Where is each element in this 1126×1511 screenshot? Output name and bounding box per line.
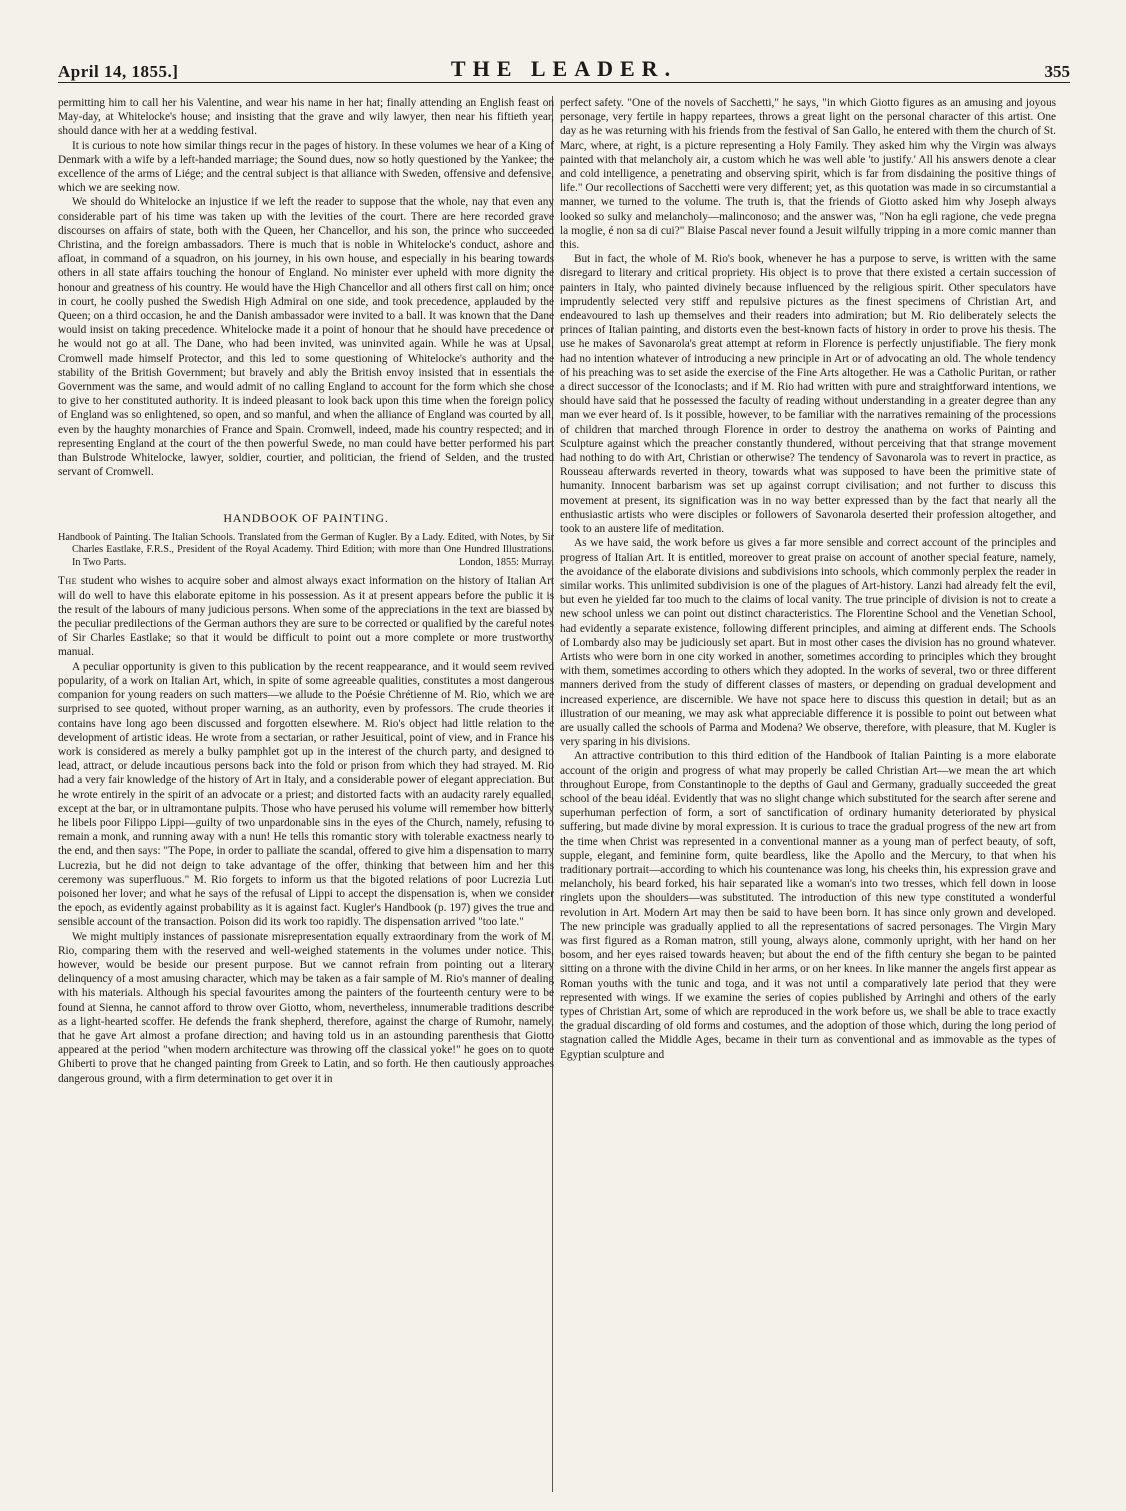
- review-paragraph: We might multiply instances of passionate misrepresentation equally extraordinary from the work of M. Rio, comparing them with the reserved and well-weighed statements in the volumes under notice. This, however, would be beside our present purpose. But we cannot refrain from pointing out a literary delinquency of a most amusing character, which may be taken as a fair sample of M. Rio's manner of dealing with his materials. Although his special favourites among the painters of the fourteenth century were to be found at Sienna, he cannot afford to throw over Giotto, whom, nevertheless, innumerable traditions describe as a light-hearted scoffer. He defends the frank shepherd, therefore, against the charge of Rumohr, namely, that he gave Art almost a profane direction; and having told us in an astounding parenthesis that Giotto appeared at the period "when modern architecture was throwing off the classical yoke!" he goes on to quote Ghiberti to prove that he changed painting from Greek to Latin, and so forth. He then cautiously approaches dangerous ground, with a firm determination to get over it in: [58, 930, 554, 1085]
- review-paragraph: But in fact, the whole of M. Rio's book, whenever he has a purpose to serve, is written with the same disregard to literary and critical propriety. His object is to prove that there existed a certain succession of painters in Italy, who painted divinely because influenced by the religious spirit. Other speculators have imprudently selected very stiff and repulsive pictures as the finest specimens of Christian Art, and endeavoured to lash up themselves and their readers into admiration; but M. Rio deliberately selects the princes of Italian painting, and distorts even the best-known facts of history in order to prove his thesis. The use he makes of Savonarola's great attempt at reform in Florence is perfectly unjustifiable. The fiery monk had no intention whatever of introducing a new principle in Art or of advocating an old. The whole tendency of his preaching was to set aside the exercise of the Fine Arts altogether. He was a Catholic Puritan, or rather a direct successor of the Iconoclasts; and if M. Rio had written with pure and straightforward intentions, we should have said that he possessed the faculty of reading without understanding in a greater degree than any man we ever heard of. Is it possible, however, to be familiar with the narratives remaining of the processions of children that marched through Florence in order to destroy the anathema on works of Painting and Sculpture against which the preacher constantly thundered, without perceiving that that strange movement had nothing to do with Art, Christian or otherwise? The tendency of Savonarola was to revert in practice, as Rousseau afterwards reverted in theory, towards what was supposed to have been the primitive state of humanity. Innocent barbarism was set up against corrupt civilisation; and not further to discuss this movement at present, its signification was in no way better expressed than by the fact that nearly all the enthusiastic artists who were disciples or followers of Savonarola deserted their profession altogether, and took to an austere life of meditation.: [560, 253, 1056, 536]
- section-heading: HANDBOOK OF PAINTING.: [223, 511, 389, 526]
- book-citation-text: Handbook of Painting. The Italian Schools. Translated from the German of Kugler. By a Lady. Edited, with Notes, by Sir Charles Eastlake, F.R.S., President of the Royal Academy. Third Edition; with more than One Hundred Illustrations. In Two Parts.: [58, 531, 554, 568]
- review-paragraph: [58, 574, 554, 659]
- review-lead-text: student who wishes to acquire sober and almost always exact information on the history of Italian Art will do well to have this elaborate epitome in his possession. As it at present appears before the public it is the result of the labours of many judicious persons. When some of the appreciations in the text are biassed by the peculiar predilections of the German authors they are sure to be corrected or qualified by the careful notes of Sir Charles Eastlake; so that it would be difficult to point out a more complete or more trustworthy manual.: [58, 575, 554, 659]
- right-column: [560, 96, 1056, 1492]
- article-paragraph: It is curious to note how similar things recur in the pages of history. In these volumes we hear of a King of Denmark with a wife by a left-handed marriage; the Sound dues, now so hotly questioned by the Yankee; the excellence of the arms of Liége; and the central subject is that alliance with Sweden, offensive and defensive, which we are seeking now.: [58, 139, 554, 195]
- review-lead-word: The: [58, 575, 78, 588]
- article-paragraph: We should do Whitelocke an injustice if we left the reader to suppose that the whole, nay that even any considerable part of his time was taken up with the levities of the court. There are here recorded grave discourses on affairs of state, both with the Queen, her Chancellor, and his son, the prince who succeeded Christina, and the foreign ambassadors. There is much that is noble in Whitelocke's conduct, ashore and afloat, in command of a squadron, on his journey, in his own house, and especially in his bearing towards others in all state affairs touching the honour of England. No minister ever upheld with more dignity the honour and greatness of his country. He would have the High Chancellor and all others first call on him; once in court, he coolly pushed the Swedish High Admiral on one side, and took precedence, applauded by the Queen; on a third occasion, he and the Danish ambassador were invited to a ball. It was known that the Dane would insist on taking precedence. Whitelocke made it a point of honour that he should have precedence or he would not go at all. The Dane, who had been invited, was uninvited again. While he was at Upsal, Cromwell made himself Protector, and this led to some questioning of Whitelocke's authority and the stability of the British Government; but bravely and ably the British envoy insisted that in essentials the Government was the same, and would admit of no calling England to account for the form which she chose to give to her constituted authority. It is indeed pleasant to look back upon this time when the foreign policy of England was so enlightened, so open, and so manful, and when the alliance of England was courted by all, even by the haughty monarchies of France and Spain. Cromwell, indeed, made his country respected; and in representing England at the court of the then powerful Swede, no man could have better performed his part than Bulstrode Whitelocke, lawyer, soldier, courtier, and politician, the friend of Selden, and the trusted servant of Cromwell.: [58, 196, 554, 479]
- book-citation: [58, 532, 554, 570]
- review-paragraph: As we have said, the work before us gives a far more sensible and correct account of the principles and progress of Italian Art. It is entitled, moreover to great praise on account of another special feature, namely, the avoidance of the elaborate divisions and subdivisions into schools, which commonly perplex the reader in similar works. This unlimited subdivision is one of the plagues of Art-history. Lanzi had already felt the evil, but even he yielded far too much to the claims of local vanity. The true principle of division is not to create a new school unless we can point out distinct characteristics. The Florentine School and the Venetian School, had evidently a separate existence, following different principles, and aiming at different ends. The Schools of Lombardy also may be judiciously set apart. But in most other cases the division has no ground whatever. Artists who were born in one city worked in another, sometimes according to principles which they brought with them, sometimes according to others which they adopted. In the works of several, two or three different manners derived from the study of different classes of masters, or depending on gradual development and increased experience, are discernible. We have not space here to discuss this question in detail; but as an illustration of our meaning, we may ask what appreciable difference it is possible to point out between what are usually called the schools of Parma and Modena? We observe, therefore, with pleasure, that M. Kugler is very sparing in his divisions.: [560, 537, 1056, 749]
- left-column: [58, 96, 554, 1492]
- publication-title: THE LEADER.: [450, 56, 678, 81]
- review-paragraph: An attractive contribution to this third edition of the Handbook of Italian Painting is a more elaborate account of the origin and progress of what may properly be called Christian Art—we mean the art which throughout Europe, from Constantinople to the depths of Gaul and Germany, gradually succeeded the great school of the beau idéal. Evidently that was no slight change which substituted for the search after serene and superhuman perfection of form, a sort of sanctification of ordinary humanity deteriorated by physical suffering, but made divine by moral expression. It is curious to trace the gradual progress of the new art from the time when Christ was represented in a conventional manner as a young man of perfect beauty, of soft, supple, elegant, and feminine form, quite beardless, like the Apollo and the Mercury, to that when his traditionary portrait—according to which his countenance was long, his cheeks thin, his expression grave and melancholy, his beard forked, his hair separated like a woman's into two tresses, which fell down in loose ringlets upon the shoulders—was substituted. The introduction of this new type constituted a wonderful revolution in Art. Modern Art may then be said to have been born. It has since only grown and developed. The new principle was gradually applied to all the representations of sacred personages. The Virgin Mary was first figured as a Roman matron, still young, always alone, commonly upright, with her hand on her bosom, and her eyes raised towards heaven; but about the end of the fifth century she began to be painted sitting on a throne with the divine Child in her arms, or on her knees. In like manner the angels first appear as Roman youths with the tunic and toga, and it was not until a comparatively late period that they were represented with wings. If we examine the series of copies published by Arringhi and others of the early types of Christian Art, some of which are reproduced in the work before us, we shall be able to trace exactly the gradual discarding of old forms and costumes, and the adoption of those which, during the long period of stagnation called the Middle Ages, became in their turn as conventional and as immovable as the types of Egyptian sculpture and: [560, 750, 1056, 1061]
- article-paragraph: permitting him to call her his Valentine, and wear his name in her hat; finally attending an English feast on May-day, at Whitelocke's house; and insisting that the grave and wily lawyer, then near his fiftieth year, should dance with her at a wedding festival.: [58, 97, 554, 138]
- masthead: [58, 56, 1070, 83]
- page-number: 355: [1044, 62, 1070, 81]
- issue-date: April 14, 1855.]: [58, 62, 179, 81]
- book-imprint: London, 1855: Murray.: [459, 556, 554, 568]
- review-paragraph: perfect safety. "One of the novels of Sacchetti," he says, "in which Giotto figures as an amusing and joyous personage, very fertile in happy repartees, throws a great light on the personal character of this artist. One day as he was returning with his friends from the festival of San Gallo, he entered with them the church of St. Marc, where, at right, is a picture representing a Holy Family. They asked him why the Virgin was always painted with that melancholy air, a custom which he was well able 'to justify.' All his answers denote a clear and cold intelligence, a penetrating and observing spirit, which is far from disdaining the positive things of life." Our recollections of Sacchetti were very different; yet, as this quotation was made in so circumstantial a manner, we turned to the volume. The truth is, that the friends of Giotto asked him why Joseph always looked so sulky and melancholy—malinconoso; and the answer was, "Non ha egli ragione, che vede pregna la moglie, é non sa di cui?" Blaise Pascal never found a Jesuit wilfully tripping in a more comic manner than this.: [560, 97, 1056, 252]
- review-paragraph: A peculiar opportunity is given to this publication by the recent reappearance, and it would seem revived popularity, of a work on Italian Art, which, in spite of some agreeable qualities, constitutes a most dangerous companion for young readers on such matters—we allude to the Poésie Chrétienne of M. Rio, which we are surprised to see quoted, without proper warning, as an authority, even by professors. The crude theories it contains have long ago been discussed and forgotten elsewhere. M. Rio's object had little relation to the development of artistic ideas. He wrote from a sectarian, or rather Jesuitical, point of view, and in France his work is considered as merely a bulky pamphlet got up in the interest of the church party, and designed to lead, attract, or delude incautious persons back into the fold or prison from which they had strayed. M. Rio had a very fair knowledge of the history of Art in Italy, and a considerable power of elegant appreciation. But he wrote entirely in the spirit of an advocate or a priest; and distorted facts with an audacity rarely equalled, except at the bar, or in ultramontane pulpits. Those who have perused his volume will remember how bitterly he libels poor Filippo Lippi—guilty of two unpardonable sins in the eyes of the Church, namely, refusing to remain a monk, and running away with a nun! He tells this romantic story with tolerable exactness nearly to the end, and then says: "The Pope, in order to palliate the scandal, offered to give him a dispensation to marry Lucrezia, but he did not deign to take advantage of the offer, thinking that between him and her this ceremony was superfluous." M. Rio forgets to inform us that the bigoted relations of poor Lucrezia Luti poisoned her lover; and what he says of the refusal of Lippi to accept the dispensation is, when we consider the epoch, as evidently against probability as it is against fact. Kugler's Handbook (p. 197) gives the true and sensible account of the transaction. Poison did its work too rapidly. The dispensation arrived "too late.": [58, 660, 554, 929]
